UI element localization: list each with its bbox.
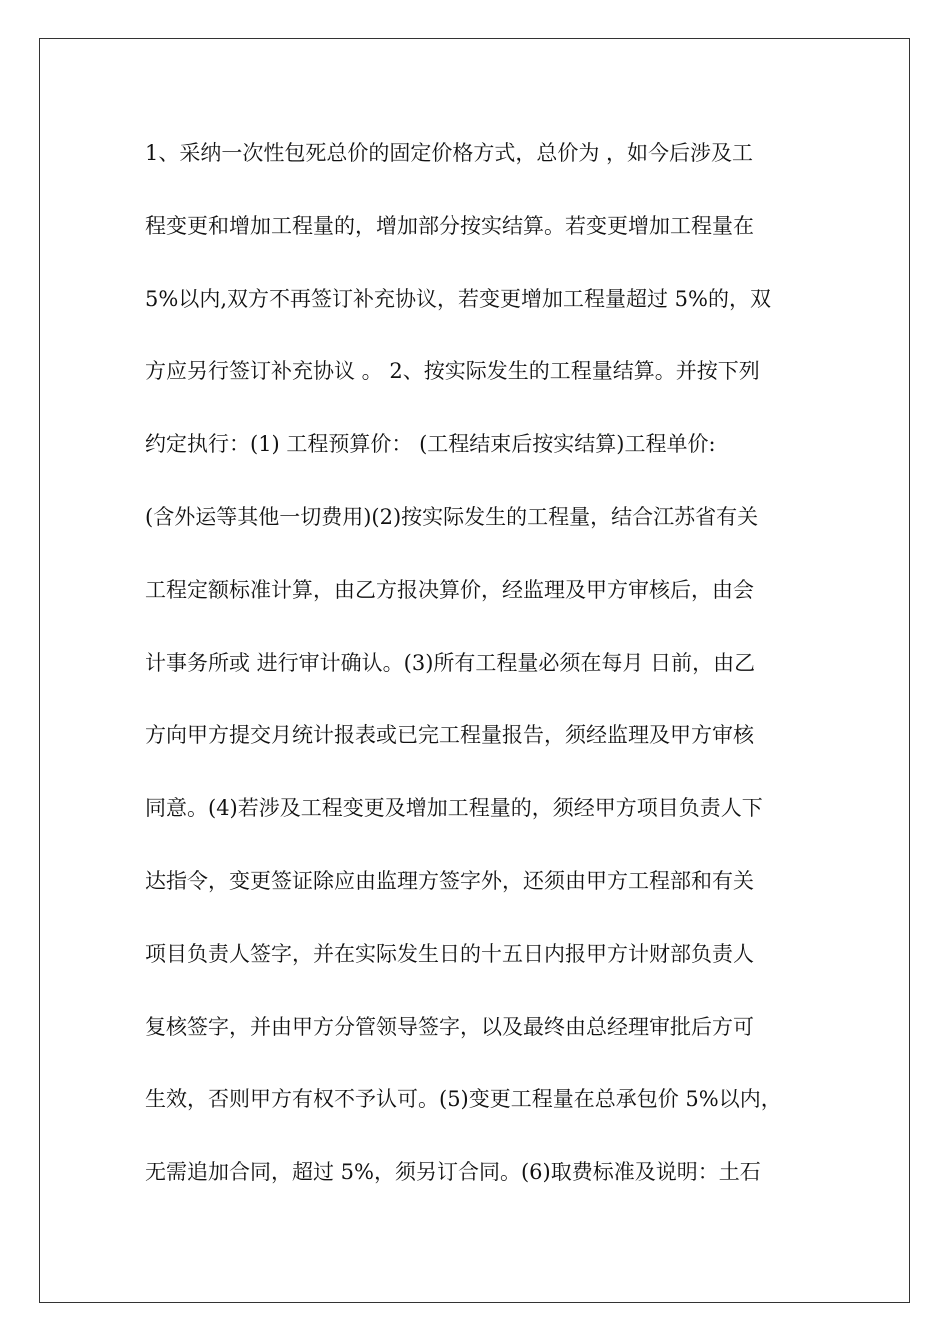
text-line-6: (含外运等其他一切费用)(2)按实际发生的工程量，结合江苏省有关 [145,504,759,529]
text-line-14: 生效，否则甲方有权不予认可。(5)变更工程量在总承包价 5%以内， [145,1087,782,1112]
document-body [145,128,825,1220]
text-line-4: 方应另行签订补充协议 。 2、按实际发生的工程量结算。并按下列 [145,359,760,384]
text-line-5: 约定执行：(1) 工程预算价： (工程结束后按实结算)工程单价: [145,432,716,457]
text-line-7: 工程定额标准计算，由乙方报决算价，经监理及甲方审核后，由会 [145,577,754,602]
text-line-9: 方向甲方提交月统计报表或已完工程量报告，须经监理及甲方审核 [145,723,754,748]
text-line-11: 达指令，变更签证除应由监理方签字外，还须由甲方工程部和有关 [145,868,754,893]
text-line-2: 程变更和增加工程量的，增加部分按实结算。若变更增加工程量在 [145,213,754,238]
text-line-13: 复核签字，并由甲方分管领导签字，以及最终由总经理审批后方可 [145,1014,754,1039]
text-line-12: 项目负责人签字，并在实际发生日的十五日内报甲方计财部负责人 [145,941,754,966]
text-line-10: 同意。(4)若涉及工程变更及增加工程量的，须经甲方项目负责人下 [145,796,763,821]
text-line-15: 无需追加合同，超过 5%，须另订合同。(6)取费标准及说明：土石 [145,1160,761,1185]
text-line-3: 5%以内,双方不再签订补充协议，若变更增加工程量超过 5%的，双 [145,286,771,311]
text-line-1: 1、采纳一次性包死总价的固定价格方式，总价为 ，如今后涉及工 [145,141,754,165]
text-line-8: 计事务所或 进行审计确认。(3)所有工程量必须在每月 日前，由乙 [145,650,756,675]
